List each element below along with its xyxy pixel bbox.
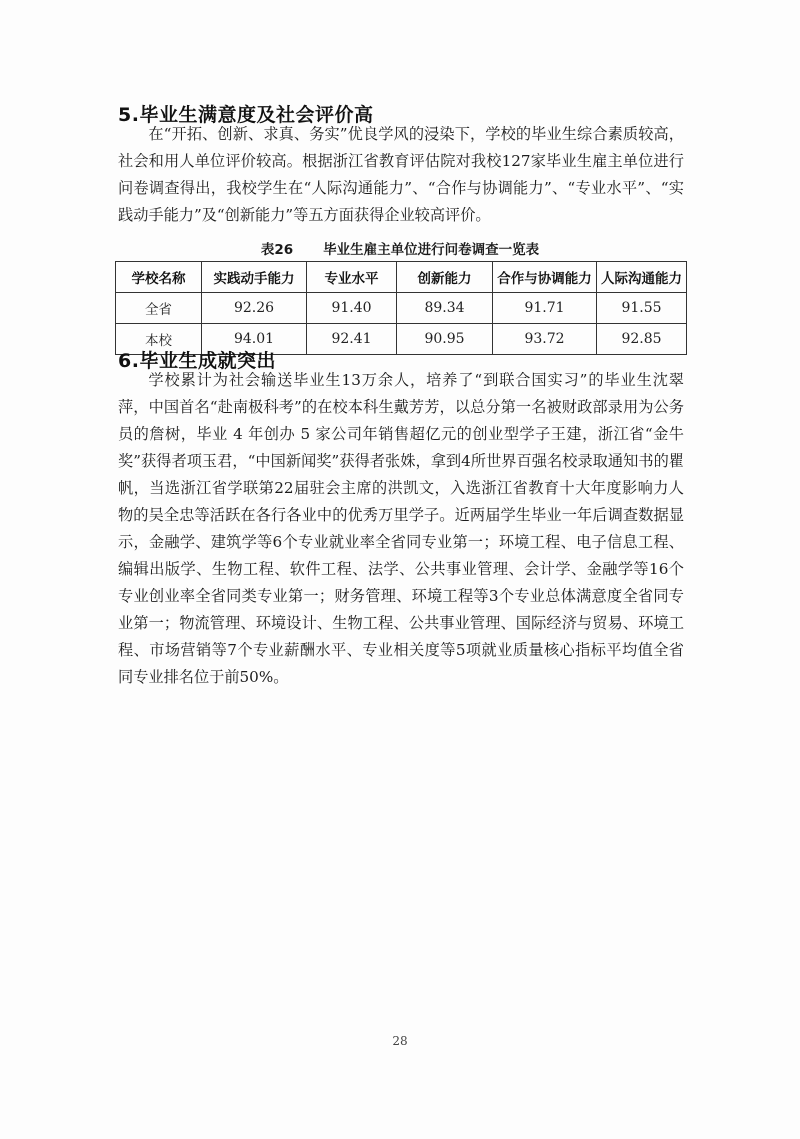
- table-cell: 91.71: [493, 293, 597, 324]
- header-school-name: 学校名称: [116, 262, 202, 293]
- header-communication-ability: 人际沟通能力: [597, 262, 687, 293]
- section-6-heading: 6.毕业生成就突出: [118, 350, 276, 372]
- table-cell: 93.72: [493, 324, 597, 355]
- table-caption-number: 表26: [260, 242, 294, 258]
- table-cell: 91.55: [597, 293, 687, 324]
- header-innovation-ability: 创新能力: [397, 262, 493, 293]
- table-caption: [0, 238, 800, 258]
- section-5-heading: 5.毕业生满意度及社会评价高: [118, 104, 374, 126]
- table-cell: 91.40: [307, 293, 397, 324]
- page-number: 28: [392, 1034, 408, 1048]
- table-header-row: [116, 262, 687, 293]
- table-cell: 90.95: [397, 324, 493, 355]
- section-6-paragraph: 学校累计为社会输送毕业生13万余人，培养了“到联合国实习”的毕业生沈翠萍，中国首名“赴南极科考”的在校本科生戴芳芳，以总分第一名被财政部录用为公务员的詹树，毕业 4 年创办 5 家公司年销售超亿元的创业型学子王建，浙江省“金牛奖”获得者项玉君，“中国新闻奖”获得者张姝，拿到4所世界百强名校录取通知书的瞿帆，当选浙江省学联第22届驻会主席的洪凯文，入选浙江省教育十大年度影响力人物的吴全忠等活跃在各行各业中的优秀万里学子。近两届学生毕业一年后调查数据显示，金融学、建筑学等6个专业就业率全省同专业第一；环境工程、电子信息工程、编辑出版学、生物工程、软件工程、法学、公共事业管理、会计学、金融学等16个专业创业率全省同类专业第一；财务管理、环境工程等3个专业总体满意度全省同专业第一；物流管理、环境设计、生物工程、公共事业管理、国际经济与贸易、环境工程、市场营销等7个专业薪酬水平、专业相关度等5项就业质量核心指标平均值全省同专业排名位于前50%。: [118, 371, 684, 686]
- row-label-province: 全省: [116, 293, 202, 324]
- table-cell: 94.01: [202, 324, 307, 355]
- employer-survey-table: [115, 261, 687, 355]
- table-row: [116, 293, 687, 324]
- row-label-school: 本校: [116, 324, 202, 355]
- table-caption-title: 毕业生雇主单位进行问卷调查一览表: [323, 242, 540, 258]
- section-5-paragraph: 在“开拓、创新、求真、务实”优良学风的浸染下，学校的毕业生综合素质较高，社会和用人单位评价较高。根据浙江省教育评估院对我校127家毕业生雇主单位进行问卷调查得出，我校学生在“人际沟通能力”、“合作与协调能力”、“专业水平”、“实践动手能力”及“创新能力”等五方面获得企业较高评价。: [118, 125, 684, 224]
- header-professional-level: 专业水平: [307, 262, 397, 293]
- table-cell: 92.26: [202, 293, 307, 324]
- header-cooperation-ability: 合作与协调能力: [493, 262, 597, 293]
- table-cell: 89.34: [397, 293, 493, 324]
- table-cell: 92.41: [307, 324, 397, 355]
- header-practical-ability: 实践动手能力: [202, 262, 307, 293]
- table-cell: 92.85: [597, 324, 687, 355]
